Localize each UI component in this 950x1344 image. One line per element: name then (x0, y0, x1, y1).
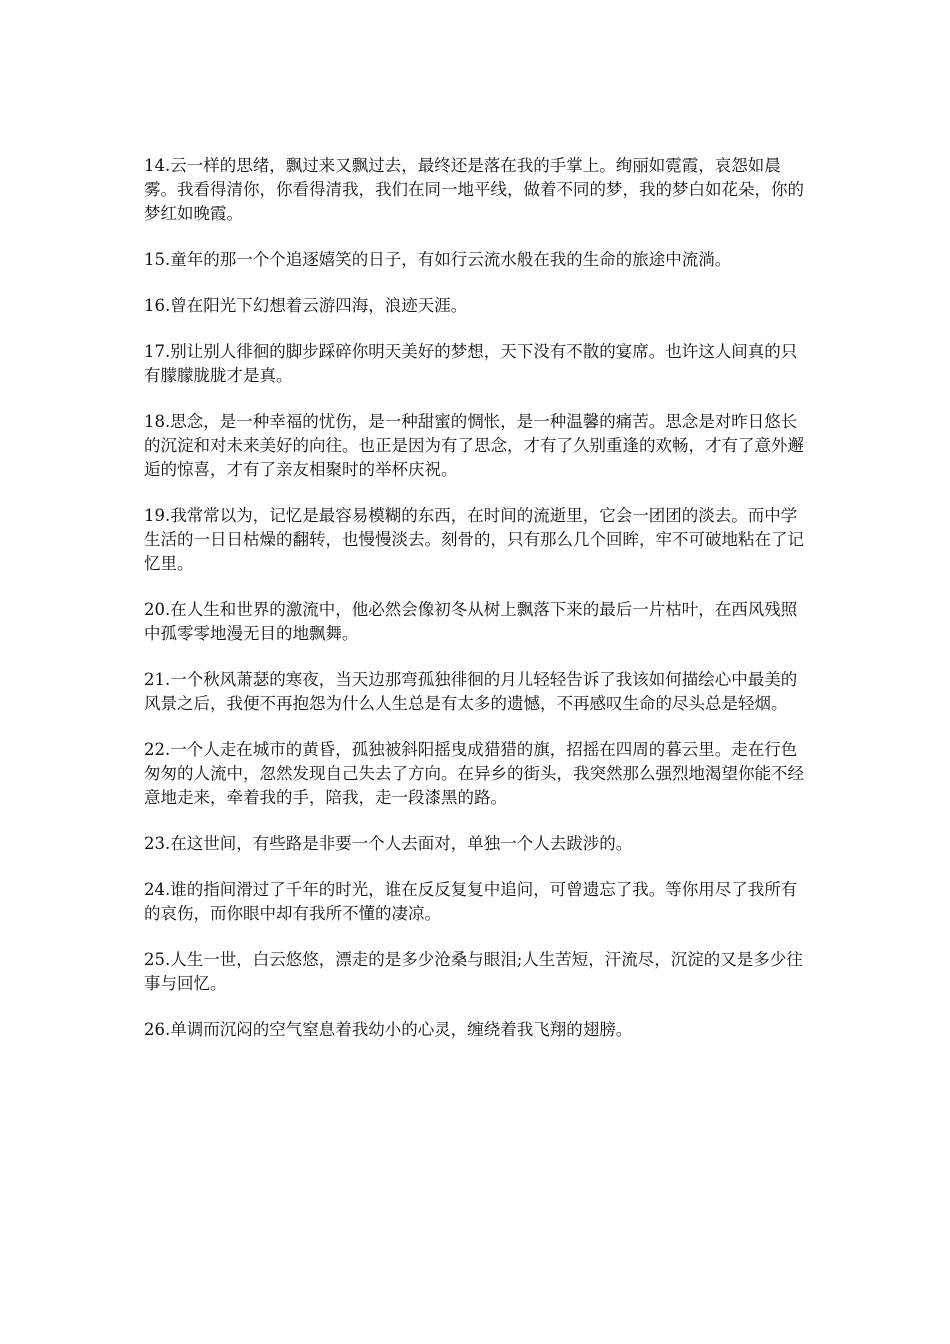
paragraph-24: 24.谁的指间滑过了千年的时光，谁在反反复复中追问，可曾遗忘了我。等你用尽了我所有的哀伤，而你眼中却有我所不懂的凄凉。 (144, 880, 798, 923)
paragraph-17: 17.别让别人徘徊的脚步踩碎你明天美好的梦想，天下没有不散的宴席。也许这人间真的只有朦朦胧胧才是真。 (144, 342, 798, 385)
document-body (144, 154, 806, 1064)
paragraph-26: 26.单调而沉闷的空气窒息着我幼小的心灵，缠绕着我飞翔的翅膀。 (144, 1020, 633, 1039)
paragraph-20: 20.在人生和世界的激流中，他必然会像初冬从树上飘落下来的最后一片枯叶，在西风残照中孤零零地漫无目的地飘舞。 (144, 600, 798, 643)
paragraph-22: 22.一个人走在城市的黄昏，孤独被斜阳摇曳成猎猎的旗，招摇在四周的暮云里。走在行色匆匆的人流中，忽然发现自己失去了方向。在异乡的街头，我突然那么强烈地渴望你能不经意地走来，牵着我的手，陪我，走一段漆黑的路。 (144, 740, 804, 807)
paragraph-25: 25.人生一世，白云悠悠，漂走的是多少沧桑与眼泪;人生苦短，汗流尽，沉淀的又是多少往事与回忆。 (144, 950, 803, 993)
paragraph-15: 15.童年的那一个个追逐嬉笑的日子，有如行云流水般在我的生命的旅途中流淌。 (144, 250, 732, 269)
paragraph-19: 19.我常常以为，记忆是最容易模糊的东西，在时间的流逝里，它会一团团的淡去。而中学生活的一日日枯燥的翻转，也慢慢淡去。刻骨的，只有那么几个回眸，牢不可破地粘在了记忆里。 (144, 506, 804, 573)
paragraph-16: 16.曾在阳光下幻想着云游四海，浪迹天涯。 (144, 296, 468, 315)
paragraph-21: 21.一个秋风萧瑟的寒夜，当天边那弯孤独徘徊的月儿轻轻告诉了我该如何描绘心中最美的风景之后，我便不再抱怨为什么人生总是有太多的遗憾，不再感叹生命的尽头总是轻烟。 (144, 670, 798, 713)
paragraph-18: 18.思念，是一种幸福的忧伤，是一种甜蜜的惆怅，是一种温馨的痛苦。思念是对昨日悠长的沉淀和对未来美好的向往。也正是因为有了思念，才有了久别重逢的欢畅，才有了意外邂逅的惊喜，才有了亲友相聚时的举杯庆祝。 (144, 412, 804, 479)
paragraph-23: 23.在这世间，有些路是非要一个人去面对，单独一个人去跋涉的。 (144, 834, 633, 853)
paragraph-14: 14.云一样的思绪，飘过来又飘过去，最终还是落在我的手掌上。绚丽如霓霞，哀怨如晨雾。我看得清你，你看得清我，我们在同一地平线，做着不同的梦，我的梦白如花朵，你的梦红如晚霞。 (144, 156, 804, 223)
